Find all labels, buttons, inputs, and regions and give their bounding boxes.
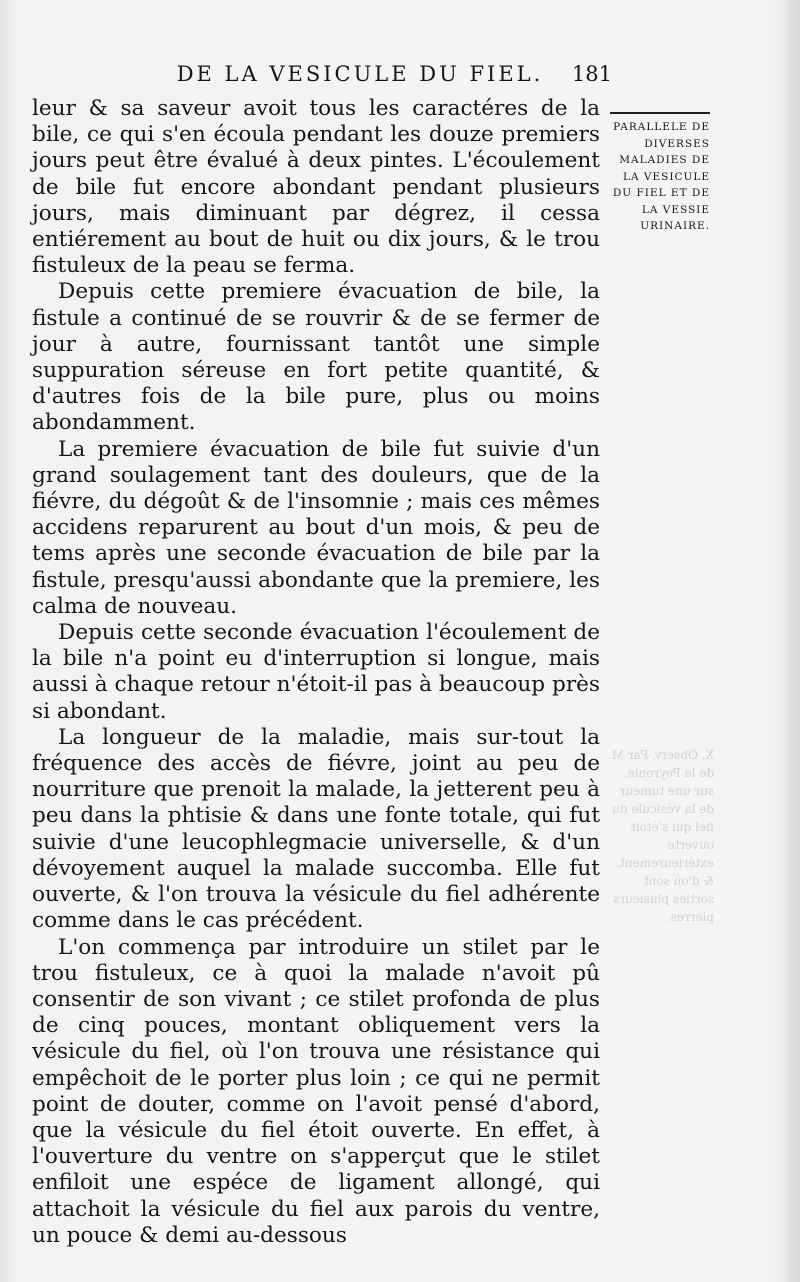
paragraph: leur & sa saveur avoit tous les caractéres de la bile, ce qui s'en écoula pendant les douze premiers jours peut être évalué à deux pintes. L'écoulement de bile fut encore abondant pendant plusieurs jours, mais diminuant par dégrez, il cessa entiérement au bout de huit ou dix jours, & le trou fistuleux de la peau se ferma. xyxy=(32,96,600,279)
paragraph: La premiere évacuation de bile fut suivie d'un grand soulagement tant des douleurs, que de la fiévre, du dégoût & de l'insomnie ; mais ces mêmes accidens reparurent au bout d'un mois, & peu de tems après une seconde évacuation de bile par la fistule, presqu'aussi abondante que la premiere, les calma de nouveau. xyxy=(32,436,600,619)
paragraph: L'on commença par introduire un stilet par le trou fistuleux, ce à quoi la malade n'avoit pû consentir de son vivant ; ce stilet profonda de plus de cinq pouces, montant obliquement vers la vésicule du fiel, où l'on trouva une résistance qui empêchoit de le porter plus loin ; ce qui ne permit point de douter, comme on l'avoit pensé d'abord, que la vésicule du fiel étoit ouverte. En effet, à l'ouverture du ventre on s'apperçut que le stilet enfiloit une espéce de ligament allongé, qui attachoit la vésicule du fiel aux parois du ventre, un pouce & demi au-dessous xyxy=(32,934,600,1248)
running-head: DE LA VESICULE DU FIEL. xyxy=(176,62,544,86)
margin-note: PARALLELE DE DIVERSES MALADIES DE LA VESICULE DU FIEL ET DE LA VESSIE URINAIRE. xyxy=(612,121,710,232)
paragraph: Depuis cette premiere évacuation de bile, la fistule a continué de se rouvrir & de se fermer de jour à autre, fournissant tantôt une simple suppuration séreuse en fort petite quantité, & d'autres fois de la bile pure, plus ou moins abondamment. xyxy=(32,279,600,436)
page-number: 181 xyxy=(571,62,612,86)
page-edge-shadow xyxy=(778,0,800,1282)
paragraph: Depuis cette seconde évacuation l'écoulement de la bile n'a point eu d'interruption si longue, mais aussi à chaque retour n'étoit-il pas à beaucoup près si abondant. xyxy=(32,620,600,724)
bleed-through-note: X. Observ. Par M. de la Peyronie, sur une tumeur de la vésicule du fiel qui s'étoit ouverte extérieurement, & d'où sont sorties plusieurs pierres. xyxy=(607,748,714,924)
paragraph: La longueur de la maladie, mais sur-tout la fréquence des accès de fiévre, joint au peu de nourriture que prenoit la malade, la jetterent peu à peu dans la phtisie & dans une fonte totale, qui fut suivie d'une leucophlegmacie universelle, & d'un dévoyement auquel la malade succomba. Elle fut ouverte, & l'on trouva la vésicule du fiel adhérente comme dans le cas précédent. xyxy=(32,724,600,934)
body-text xyxy=(32,96,600,1249)
margin-rule xyxy=(610,112,710,114)
